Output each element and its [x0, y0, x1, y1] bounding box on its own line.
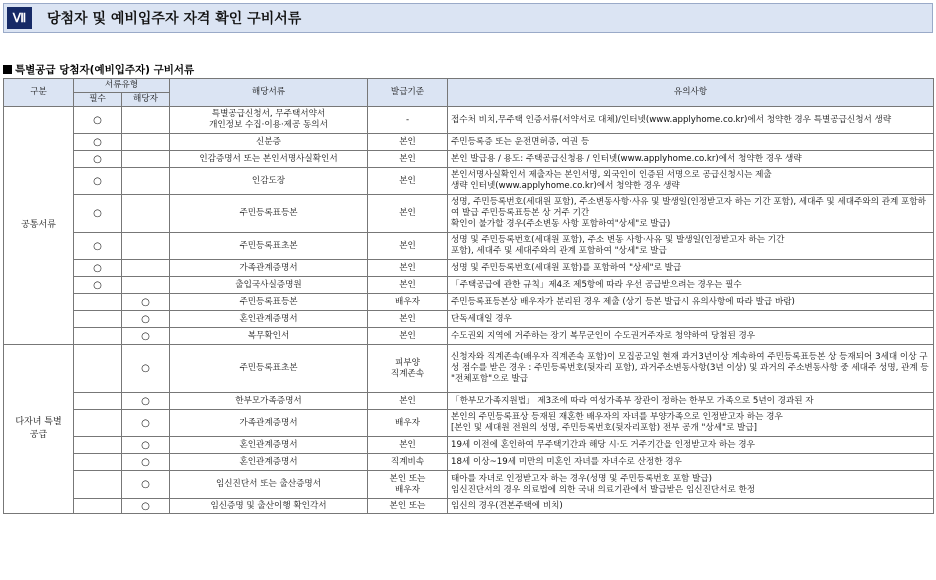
note-text: 본인의 주민등록표상 등재된 재혼한 배우자의 자녀를 부양가족으로 인정받고자 하는 경우 [본인 및 세대원 전원의 성명, 주민등록번호(뒷자리포함) 전부 공개 "상세"로 발급]	[448, 410, 934, 437]
document-name: 한부모가족증명서	[170, 393, 368, 410]
note-text: 「주택공급에 관한 규칙」제4조 제5항에 따라 우선 공급받으려는 경우는 필수	[448, 277, 934, 294]
section-title: 당첨자 및 예비입주자 자격 확인 구비서류	[47, 11, 302, 27]
issue-basis: 본인	[368, 195, 448, 233]
applicable-mark	[122, 168, 170, 195]
note-text: 성명, 주민등록번호(세대원 포함), 주소변동사항·사유 및 발생일(인정받고자 하는 기간 포함), 세대주 및 세대주와의 관계 포함하여 발급 주민등록표등본 상 거주 기간 확인이 불가할 경우(주소변동 사항 포함하여"상세"로 발급)	[448, 195, 934, 233]
document-name: 주민등록표초본	[170, 233, 368, 260]
required-mark	[74, 410, 122, 437]
issue-basis: 본인	[368, 260, 448, 277]
applicable-mark: ○	[122, 294, 170, 311]
required-mark	[74, 471, 122, 499]
header-notes: 유의사항	[448, 79, 934, 107]
table-row	[4, 233, 934, 260]
document-name: 특별공급신청서, 무주택서약서 개인정보 수집·이용·제공 동의서	[170, 107, 368, 134]
applicable-mark	[122, 233, 170, 260]
table-row	[4, 195, 934, 233]
applicable-mark	[122, 277, 170, 294]
issue-basis: 피부양 직계존속	[368, 345, 448, 393]
table-row	[4, 311, 934, 328]
note-text: 태아를 자녀로 인정받고자 하는 경우(성명 및 주민등록번호 포함 발급) 임신진단서의 경우 의료법에 의한 국내 의료기관에서 발급받은 임신진단서로 한정	[448, 471, 934, 499]
section-number-badge: Ⅶ	[7, 7, 32, 29]
applicable-mark	[122, 107, 170, 134]
issue-basis: 본인	[368, 311, 448, 328]
required-documents-table	[3, 78, 934, 514]
section-header	[3, 3, 933, 33]
table-row	[4, 437, 934, 454]
applicable-mark	[122, 134, 170, 151]
note-text: 성명 및 주민등록번호(세대원 포함)를 포함하여 "상세"로 발급	[448, 260, 934, 277]
header-issue-basis: 발급기준	[368, 79, 448, 107]
document-name: 임신증명 및 출산이행 확인각서	[170, 499, 368, 514]
table-row	[4, 471, 934, 499]
required-mark	[74, 437, 122, 454]
category-cell: 다자녀 특별공급	[4, 345, 74, 514]
required-mark	[74, 311, 122, 328]
issue-basis: 본인	[368, 134, 448, 151]
document-name: 인감도장	[170, 168, 368, 195]
header-document: 해당서류	[170, 79, 368, 107]
document-name: 가족관계증명서	[170, 260, 368, 277]
document-name: 가족관계증명서	[170, 410, 368, 437]
applicable-mark: ○	[122, 454, 170, 471]
issue-basis: 본인 또는 배우자	[368, 471, 448, 499]
document-name: 주민등록표초본	[170, 345, 368, 393]
note-text: 「한부모가족지원법」 제3조에 따라 여성가족부 장관이 정하는 한부모 가족으로 5년이 경과된 자	[448, 393, 934, 410]
issue-basis: 배우자	[368, 410, 448, 437]
table-row	[4, 410, 934, 437]
table-title	[3, 62, 194, 77]
issue-basis: 본인	[368, 277, 448, 294]
table-row	[4, 454, 934, 471]
required-mark	[74, 328, 122, 345]
note-text: 신청자와 직계존속(배우자 직계존속 포함)이 모집공고일 현재 과거3년이상 계속하여 주민등록표등본 상 등재되어 3세대 이상 구성 점수를 받은 경우 : 주민등록번호(뒷자리 포함), 과거주소변동사항(3년 이상) 및 과거의 주소변동사항 중 세대주 성명, 관계 등 "전체포함"으로 발급	[448, 345, 934, 393]
table-row	[4, 277, 934, 294]
issue-basis: 본인 또는	[368, 499, 448, 514]
issue-basis: 직계비속	[368, 454, 448, 471]
required-mark: ○	[74, 233, 122, 260]
applicable-mark: ○	[122, 328, 170, 345]
table-row	[4, 134, 934, 151]
table-row	[4, 294, 934, 311]
document-name: 인감증명서 또는 본인서명사실확인서	[170, 151, 368, 168]
applicable-mark: ○	[122, 499, 170, 514]
applicable-mark: ○	[122, 410, 170, 437]
header-applicable: 해당자	[122, 93, 170, 107]
document-name: 임신진단서 또는 출산증명서	[170, 471, 368, 499]
document-name: 혼인관계증명서	[170, 311, 368, 328]
required-mark: ○	[74, 168, 122, 195]
required-mark: ○	[74, 195, 122, 233]
table-row	[4, 168, 934, 195]
note-text: 18세 이상~19세 미만의 미혼인 자녀를 자녀수로 산정한 경우	[448, 454, 934, 471]
document-name: 주민등록표등본	[170, 294, 368, 311]
required-mark	[74, 454, 122, 471]
issue-basis: 본인	[368, 151, 448, 168]
category-cell: 공통서류	[4, 107, 74, 345]
applicable-mark	[122, 260, 170, 277]
document-name: 출입국사실증명원	[170, 277, 368, 294]
document-name: 복무확인서	[170, 328, 368, 345]
applicable-mark	[122, 151, 170, 168]
document-name: 신분증	[170, 134, 368, 151]
applicable-mark: ○	[122, 437, 170, 454]
issue-basis: 본인	[368, 168, 448, 195]
required-mark	[74, 393, 122, 410]
required-mark	[74, 345, 122, 393]
table-row	[4, 260, 934, 277]
issue-basis: 배우자	[368, 294, 448, 311]
note-text: 임신의 경우(견본주택에 비치)	[448, 499, 934, 514]
table-row	[4, 499, 934, 514]
note-text: 19세 이전에 혼인하여 무주택기간과 해당 시·도 거주기간을 인정받고자 하는 경우	[448, 437, 934, 454]
issue-basis: 본인	[368, 233, 448, 260]
required-mark: ○	[74, 151, 122, 168]
note-text: 수도권외 지역에 거주하는 장기 복무군인이 수도권거주자로 청약하여 당첨된 경우	[448, 328, 934, 345]
issue-basis: 본인	[368, 328, 448, 345]
note-text: 주민등록증 또는 운전면허증, 여권 등	[448, 134, 934, 151]
issue-basis: -	[368, 107, 448, 134]
header-required: 필수	[74, 93, 122, 107]
table-row	[4, 393, 934, 410]
issue-basis: 본인	[368, 393, 448, 410]
table-row	[4, 151, 934, 168]
required-mark: ○	[74, 260, 122, 277]
table-row	[4, 328, 934, 345]
required-mark: ○	[74, 134, 122, 151]
applicable-mark: ○	[122, 311, 170, 328]
required-mark: ○	[74, 107, 122, 134]
note-text: 주민등록표등본상 배우자가 분리된 경우 제출 (상기 등본 발급시 유의사항에 따라 발급 바람)	[448, 294, 934, 311]
note-text: 성명 및 주민등록번호(세대원 포함), 주소 변동 사항·사유 및 발생일(인정받고자 하는 기간 포함), 세대주 및 세대주와의 관계 포함하여 "상세"로 발급	[448, 233, 934, 260]
document-name: 혼인관계증명서	[170, 454, 368, 471]
required-mark	[74, 499, 122, 514]
note-text: 본인서명사실확인서 제출자는 본인서명, 외국인이 인증된 서명으로 공급신청시는 제출 생략 인터넷(www.applyhome.co.kr)에서 청약한 경우 생략	[448, 168, 934, 195]
document-name: 주민등록표등본	[170, 195, 368, 233]
required-mark	[74, 294, 122, 311]
required-mark: ○	[74, 277, 122, 294]
note-text: 단독세대일 경우	[448, 311, 934, 328]
square-bullet-icon	[3, 65, 12, 74]
table-row	[4, 345, 934, 393]
applicable-mark: ○	[122, 393, 170, 410]
table-title-text: 특별공급 당첨자(예비입주자) 구비서류	[15, 64, 195, 76]
applicable-mark: ○	[122, 345, 170, 393]
document-name: 혼인관계증명서	[170, 437, 368, 454]
applicable-mark: ○	[122, 471, 170, 499]
applicable-mark	[122, 195, 170, 233]
header-category: 구분	[4, 79, 74, 107]
note-text: 본인 발급용 / 용도: 주택공급신청용 / 인터넷(www.applyhome.co.kr)에서 청약한 경우 생략	[448, 151, 934, 168]
note-text: 접수처 비치,무주택 인증서류(서약서로 대체)/인터넷(www.applyhome.co.kr)에서 청약한 경우 특별공급신청서 생략	[448, 107, 934, 134]
table-row	[4, 107, 934, 134]
header-doc-type: 서류유형	[74, 79, 170, 93]
issue-basis: 본인	[368, 437, 448, 454]
